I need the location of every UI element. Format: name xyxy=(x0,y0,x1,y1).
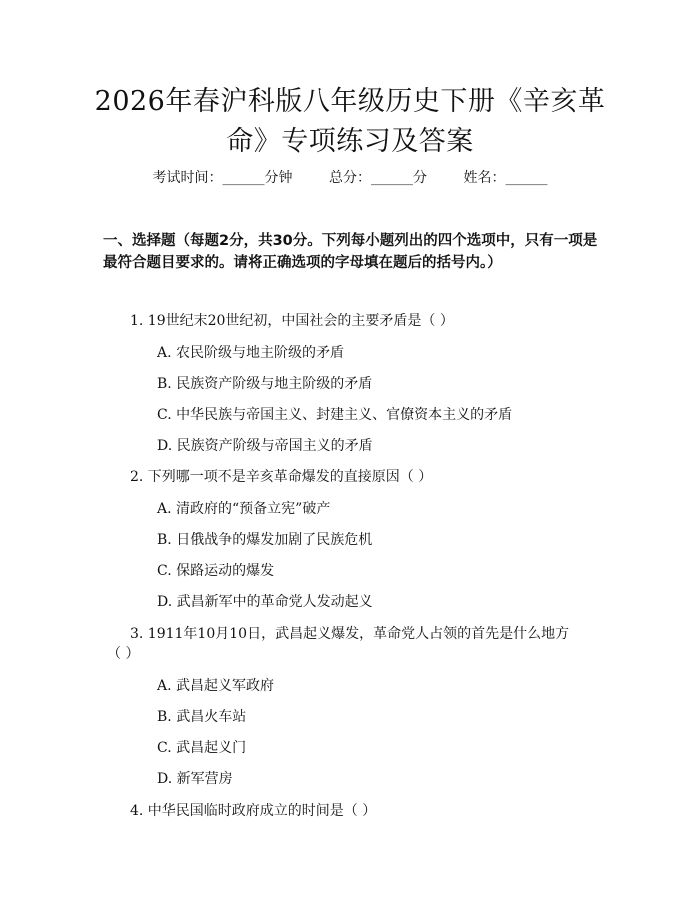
document-title: 2026年春沪科版八年级历史下册《辛亥革命》专项练习及答案 xyxy=(94,86,606,157)
total-score-field: 总分：______分 xyxy=(329,170,427,186)
question-2: 2. 下列哪一项不是辛亥革命爆发的直接原因（ ） xyxy=(130,469,433,485)
exam-info-line xyxy=(0,168,700,188)
question-2-option-c: C. 保路运动的爆发 xyxy=(157,563,275,579)
section-header-multiple-choice: 一、选择题（每题2分，共30分。下列每小题列出的四个选项中，只有一项是最符合题目要求的。请将正确选项的字母填在题后的括号内。） xyxy=(103,233,598,271)
question-1: 1. 19世纪末20世纪初，中国社会的主要矛盾是（ ） xyxy=(130,313,454,329)
question-3-option-a: A. 武昌起义军政府 xyxy=(157,678,275,694)
question-1-option-a: A. 农民阶级与地主阶级的矛盾 xyxy=(157,345,345,361)
question-3-option-d: D. 新军营房 xyxy=(157,771,233,787)
question-2-option-d: D. 武昌新军中的革命党人发动起义 xyxy=(157,594,373,610)
question-2-option-b: B. 日俄战争的爆发加剧了民族危机 xyxy=(157,532,373,548)
question-3-option-b: B. 武昌火车站 xyxy=(157,709,247,725)
question-4: 4. 中华民国临时政府成立的时间是（ ） xyxy=(130,803,377,819)
question-1-option-d: D. 民族资产阶级与帝国主义的矛盾 xyxy=(157,438,373,454)
exam-time-field: 考试时间：______分钟 xyxy=(152,170,293,186)
student-name-field: 姓名：______ xyxy=(463,170,548,186)
question-2-option-a: A. 清政府的“预备立宪”破产 xyxy=(157,501,331,517)
question-3-option-c: C. 武昌起义门 xyxy=(157,740,247,756)
question-1-option-c: C. 中华民族与帝国主义、封建主义、官僚资本主义的矛盾 xyxy=(157,407,513,423)
question-3: 3. 1911年10月10日，武昌起义爆发，革命党人占领的首先是什么地方（ ） xyxy=(107,626,570,662)
question-1-option-b: B. 民族资产阶级与地主阶级的矛盾 xyxy=(157,376,373,392)
